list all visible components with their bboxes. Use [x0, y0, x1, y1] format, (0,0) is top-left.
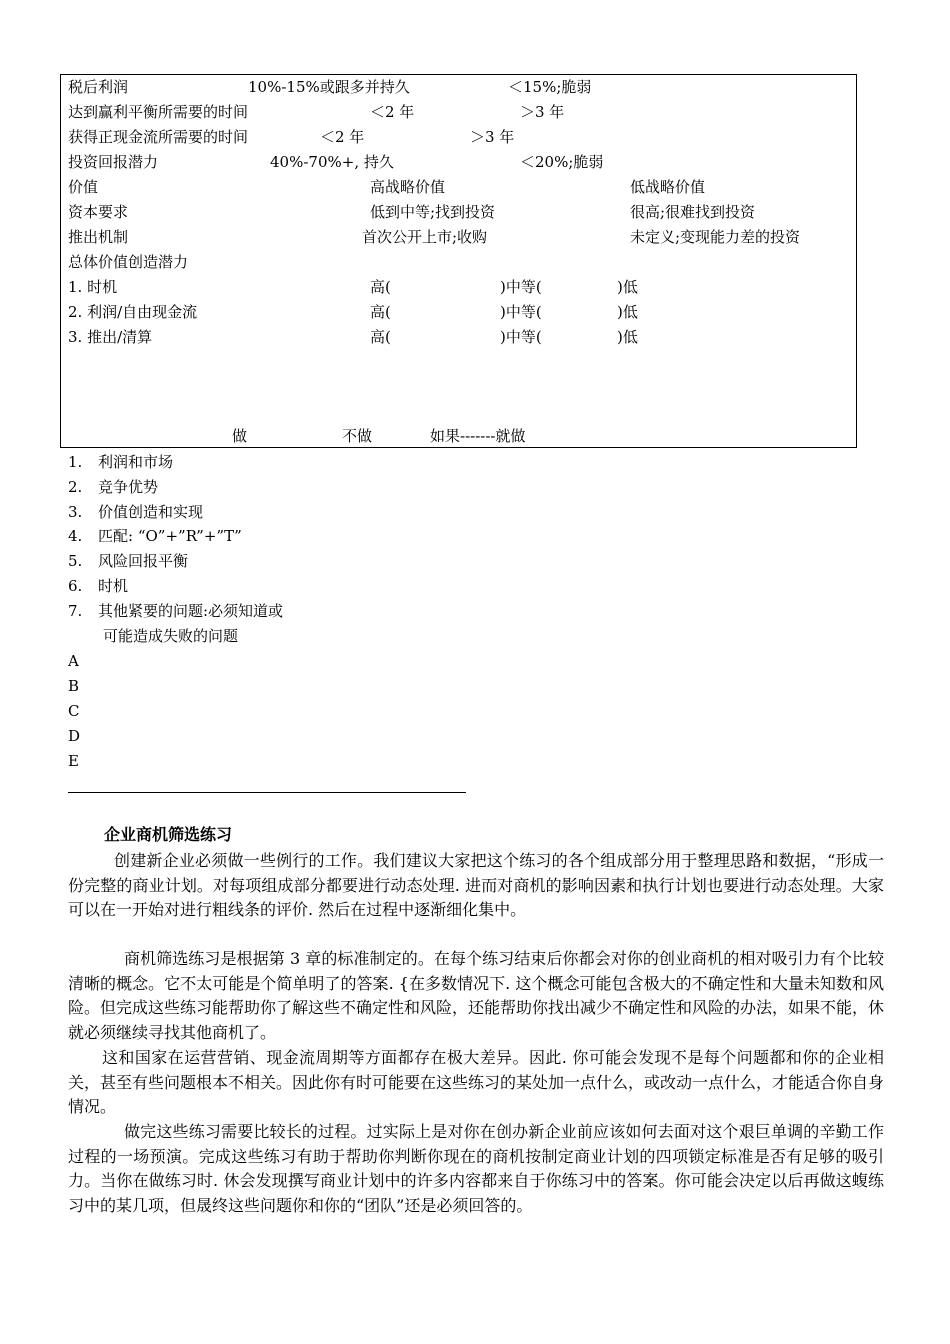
paragraph: 创建新企业必须做一些例行的工作。我们建议大家把这个练习的各个组成部分用于整理思路和数据，“形成一份完整的商业计划。对每项组成部分都要进行动态处理. 进而对商机的影响因素和执行计划也要进行动态处理。大家可以在一开始对进行粗线条的评价. 然后在过程中逐渐细化集中。: [68, 851, 884, 919]
rating-mid: )中等(: [500, 303, 542, 321]
letter-item: D: [68, 727, 81, 745]
list-item: 7. 其他紧要的问题:必须知道或: [68, 602, 284, 620]
letter-item: A: [68, 652, 79, 670]
row-high: 高战略价值: [370, 178, 446, 196]
row-label: 总体价值创造潜力: [68, 253, 189, 271]
horizontal-rule: [68, 792, 466, 793]
paragraph: 商机筛选练习是根据第 3 章的标准制定的。在每个练习结束后你都会对你的创业商机的相对吸引力有个比较清晰的概念。它不太可能是个简单明了的答案. {在多数情况下. 这个概念可能包含极大的不确定性和大量未知数和风险。但完成这些练习能帮助你了解这些不确定性和风险，还能帮助你找出减少不确定性和风险的办法，如果不能，休就必须继续寻找其他商机了。: [68, 949, 885, 1042]
row-high: 40%-70%+, 持久: [270, 153, 394, 171]
rating-mid: )中等(: [500, 328, 542, 346]
row-label: 税后利润: [68, 78, 129, 96]
decision-conditional: 如果-------就做: [430, 427, 526, 445]
letter-item: E: [68, 752, 79, 770]
letter-item: B: [68, 677, 80, 695]
decision-dont: 不做: [342, 427, 373, 445]
decision-do: 做: [232, 427, 248, 445]
list-item: 4. 匹配: “O”+”R”+”T”: [68, 527, 242, 545]
rating-low: )低: [617, 303, 638, 321]
list-item: 6. 时机: [68, 577, 129, 595]
rating-mid: )中等(: [500, 278, 542, 296]
list-item: 3. 价值创造和实现: [68, 503, 204, 521]
row-label: 推出机制: [68, 228, 129, 246]
row-high: 10%-15%或跟多并持久: [248, 78, 410, 96]
row-low: 未定义;变现能力差的投资: [630, 228, 801, 246]
list-item: 5. 风险回报平衡: [68, 552, 189, 570]
row-low: ＜15%;脆弱: [508, 78, 592, 96]
row-label: 价值: [68, 178, 99, 196]
rating-low: )低: [617, 328, 638, 346]
row-high: ＜2 年: [370, 103, 415, 121]
row-high: 低到中等;找到投资: [370, 203, 496, 221]
row-low: ＞3 年: [470, 128, 515, 146]
rating-high: 高(: [370, 278, 391, 296]
rating-label: 2. 利润/自由现金流: [68, 303, 198, 321]
row-high: 首次公开上市;收购: [362, 228, 488, 246]
row-label: 达到赢利平衡所需要的时间: [68, 103, 249, 121]
rating-low: )低: [617, 278, 638, 296]
row-label: 获得正现金流所需要的时间: [68, 128, 249, 146]
rating-label: 1. 时机: [68, 278, 118, 296]
row-low: 很高;很难找到投资: [630, 203, 756, 221]
list-item: 1. 利润和市场: [68, 453, 174, 471]
row-high: ＜2 年: [320, 128, 365, 146]
row-low: ＞3 年: [520, 103, 565, 121]
letter-item: C: [68, 702, 80, 720]
list-item-continuation: 可能造成失败的问题: [103, 627, 239, 645]
row-label: 投资回报潜力: [68, 153, 159, 171]
row-label: 资本要求: [68, 203, 129, 221]
rating-high: 高(: [370, 328, 391, 346]
section-title: 企业商机筛选练习: [104, 825, 233, 844]
paragraph: 这和国家在运营营销、现金流周期等方面都存在极大差异。因此. 你可能会发现不是每个问题都和你的企业相关，甚至有些问题根本不相关。因此你有时可能要在这些练习的某处加一点什么，或改动一点什么，才能适合你自身情况。: [68, 1048, 885, 1116]
rating-high: 高(: [370, 303, 391, 321]
row-low: ＜20%;脆弱: [520, 153, 604, 171]
row-low: 低战略价值: [630, 178, 706, 196]
rating-label: 3. 推出/清算: [68, 328, 153, 346]
list-item: 2. 竞争优势: [68, 478, 159, 496]
paragraph: 做完这些练习需要比较长的过程。过实际上是对你在创办新企业前应该如何去面对这个艰巨单调的辛勤工作过程的一场预演。完成这些练习有助于帮助你判断你现在的商机按制定商业计划的四项锁定标准是否有足够的吸引力。当你在做练习时. 休会发现撰写商业计划中的许多内容都来自于你练习中的答案。你可能会决定以后再做这蝮练习中的某几项，但晟终这些问题你和你的“团队”还是必须回答的。: [68, 1122, 884, 1215]
